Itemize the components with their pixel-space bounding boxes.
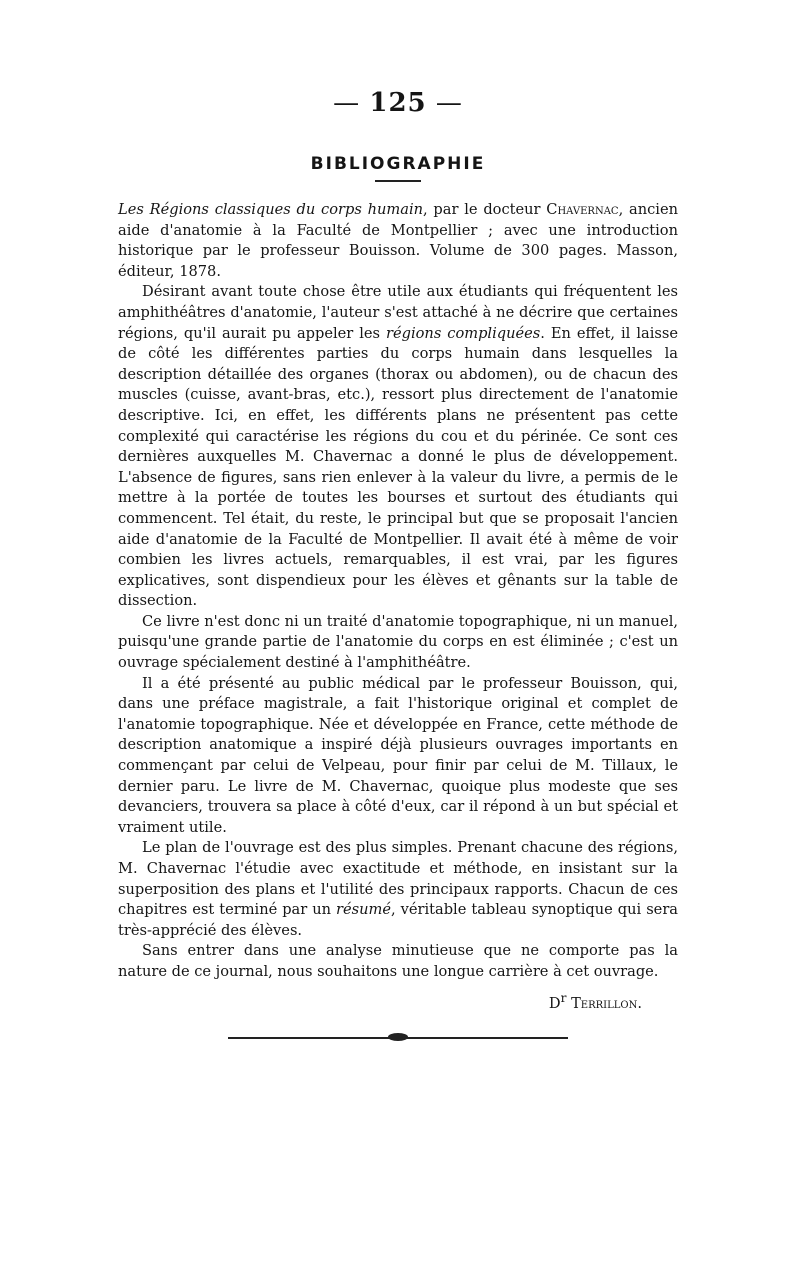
ornament-icon — [388, 1033, 408, 1041]
signature-title-sup: r — [560, 990, 567, 1005]
paragraph-text: Le plan de l'ouvrage est des plus simples. Prenant chacune des régions, M. Chavernac l'étudie avec exactitude et méthode, en insistant sur la superposition des plans et l'utilité des principaux rapports. Chacun de ces chapitres est terminé par un — [118, 839, 678, 919]
paragraph-text: Désirant avant toute chose être utile aux étudiants qui fréquentent les amphithéâtres d'anatomie, l'auteur s'est attaché à ne décrire que certaines régions, qu'il aurait pu appeler les — [118, 283, 678, 342]
bibliographic-entry — [118, 200, 678, 282]
review-paragraph-3 — [118, 674, 678, 839]
paragraph-text: Il a été présenté au public médical par le professeur Bouisson, qui, dans une préface magistrale, a fait l'historique original et complet de l'anatomie topographique. Née et développée en France, cette méthode de description anatomique a inspiré déjà plusieurs ouvrages importants en commençant par celui de Velpeau, pour finir par celui de M. Tillaux, le dernier paru. Le livre de M. Chavernac, quoique plus modeste que ses devanciers, trouvera sa place à côté d'eux, car il répond à un but spécial et vraiment utile. — [118, 674, 678, 836]
review-paragraph-4 — [118, 838, 678, 941]
emphasized-text: résumé — [336, 901, 391, 919]
page-number: — 125 — — [118, 88, 678, 118]
paragraph-text: . En effet, il laisse de côté les différentes parties du corps humain dans lesquelles la description détaillée des organes (thorax ou abdomen), ou de chacun des muscles (cuisse, avant-bras, etc.), ressort plus directement de l'anatomie descriptive. Ici, en effet, les différents plans ne présentent pas cette complexité qui caractérise les régions du cou et du périnée. Ce sont ces dernières auxquelles M. Chavernac a donné le plus de développement. L'absence de figures, sans rien enlever à la valeur du livre, a permis de le mettre à la portée de toutes les bourses et surtout des étudiants qui commencent. Tel était, du reste, le principal but que se proposait l'ancien aide d'anatomie de la Faculté de Montpellier. Il avait été à même de voir combien les livres actuels, remarquables, il est vrai, par les figures explicatives, sont dispendieux pour les élèves et gênants sur la table de dissection. — [118, 324, 678, 610]
signature-title: D — [548, 994, 561, 1012]
end-ornament-rule — [228, 1037, 568, 1039]
signature — [118, 991, 642, 1012]
paragraph-text: Ce livre n'est donc ni un traité d'anatomie topographique, ni un manuel, puisqu'une grande partie de l'anatomie du corps en est éliminée ; c'est un ouvrage spécialement destiné à l'amphithéâtre. — [118, 612, 679, 672]
paragraph-text: Sans entrer dans une analyse minutieuse que ne comporte pas la nature de ce journal, nous souhaitons une longue carrière à cet ouvrage. — [118, 942, 678, 980]
entry-by: , par le docteur — [423, 201, 547, 218]
section-title: BIBLIOGRAPHIE — [310, 154, 486, 174]
review-paragraph-5 — [118, 941, 678, 982]
signature-name: Terrillon. — [566, 994, 642, 1012]
book-title: Les Régions classiques du corps humain — [118, 201, 424, 218]
review-paragraph-2 — [118, 612, 678, 674]
title-rule — [375, 180, 421, 182]
review-paragraph-1 — [118, 282, 678, 612]
book-author: Chavernac — [546, 201, 619, 218]
paragraph-text: , véritable tableau synoptique qui sera très-apprécié des élèves. — [118, 901, 678, 939]
entry-details: , ancien aide d'anatomie à la Faculté de Montpellier ; avec une introduction historique par le professeur Bouisson. Volume de 300 pages. Masson, éditeur, 1878. — [118, 201, 678, 280]
emphasized-text: régions compliquées — [386, 324, 541, 342]
journal-page — [118, 88, 678, 1039]
